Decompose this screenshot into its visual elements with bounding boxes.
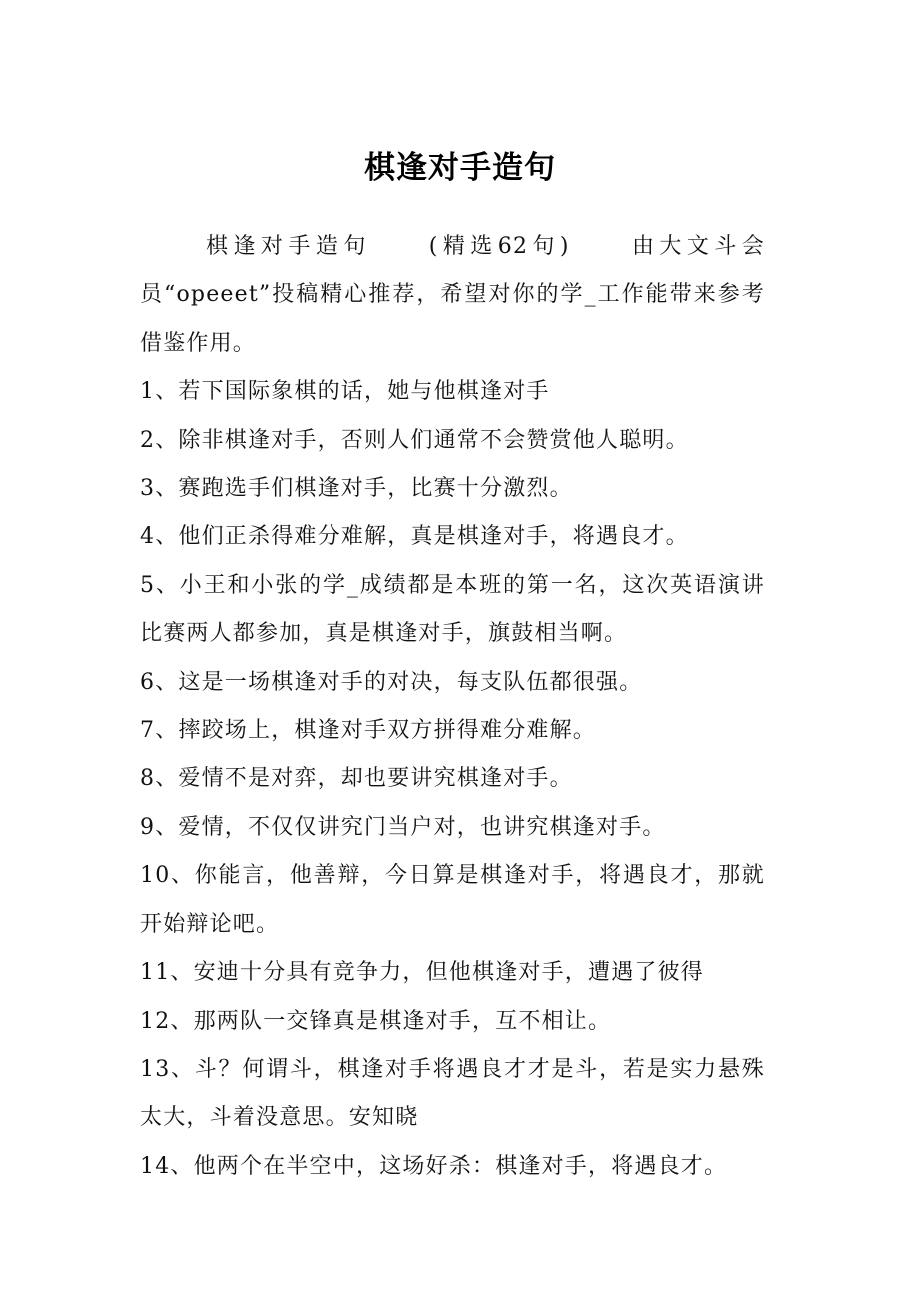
sentence-item: 9、爱情，不仅仅讲究门当户对，也讲究棋逢对手。 [140, 814, 666, 840]
intro-description: 由大文斗会员“opeeet”投稿精心推荐，希望对你的学_工作能带来参考借鉴作用。 [140, 234, 766, 356]
sentence-item: 6、这是一场棋逢对手的对决，每支队伍都很强。 [140, 669, 643, 695]
sentence-item: 2、除非棋逢对手，否则人们通常不会赞赏他人聪明。 [140, 427, 689, 453]
sentence-item: 1、若下国际象棋的话，她与他棋逢对手 [140, 379, 550, 405]
sentence-item: 7、摔跤场上，棋逢对手双方拼得难分难解。 [140, 718, 596, 744]
sentence-item: 3、赛跑选手们棋逢对手，比赛十分激烈。 [140, 476, 573, 502]
intro-count: (精选62句) [428, 234, 570, 259]
sentence-item: 13、斗？何谓斗，棋逢对手将遇良才才是斗，若是实力悬殊太大，斗着没意思。安知晓 [140, 1056, 765, 1131]
document-body [140, 223, 765, 1191]
sentence-item: 8、爱情不是对弈，却也要讲究棋逢对手。 [140, 766, 573, 792]
intro-paragraph [140, 223, 765, 368]
sentence-item: 10、你能言，他善辩，今日算是棋逢对手，将遇良才，那就开始辩论吧。 [140, 863, 765, 937]
sentence-item: 5、小王和小张的学_成绩都是本班的第一名，这次英语演讲比赛两人都参加，真是棋逢对手，旗鼓相当啊。 [140, 572, 765, 647]
sentence-item: 14、他两个在半空中，这场好杀：棋逢对手，将遇良才。 [140, 1153, 728, 1179]
document-title: 棋逢对手造句 [364, 150, 556, 186]
sentence-item: 4、他们正杀得难分难解，真是棋逢对手，将遇良才。 [140, 524, 689, 550]
sentence-item: 12、那两队一交锋真是棋逢对手，互不相让。 [140, 1008, 612, 1034]
intro-title: 棋逢对手造句 [206, 234, 371, 259]
sentence-item: 11、安迪十分具有竞争力，但他棋逢对手，遭遇了彼得 [140, 960, 704, 986]
